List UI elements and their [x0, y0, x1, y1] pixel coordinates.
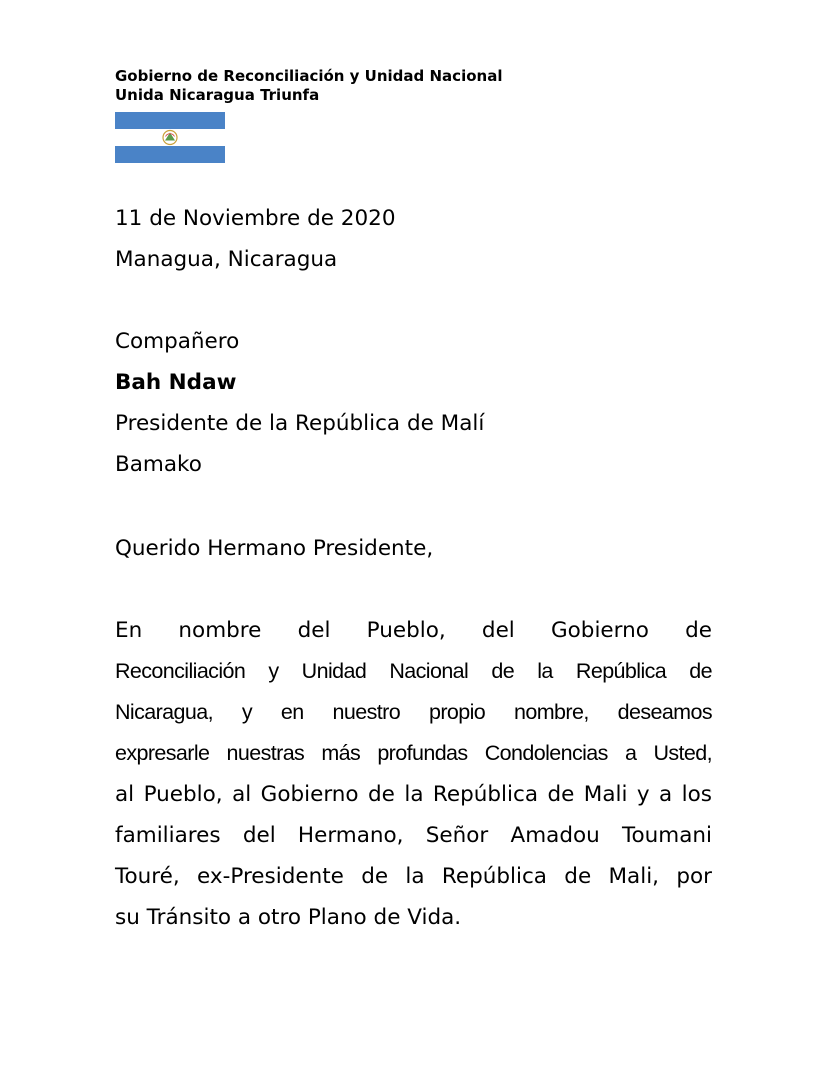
body-line: familiares del Hermano, Señor Amadou Toumani: [115, 823, 712, 848]
letterhead-government-name: Gobierno de Reconciliación y Unidad Nacional: [115, 67, 503, 85]
salutation: Querido Hermano Presidente,: [115, 536, 434, 561]
body-line: Reconciliación y Unidad Nacional de la República de: [115, 659, 712, 683]
letter-date: 11 de Noviembre de 2020: [115, 206, 396, 231]
recipient-title: Compañero: [115, 329, 240, 354]
letter-body: [115, 610, 712, 938]
recipient-block: [115, 321, 484, 485]
recipient-name: Bah Ndaw: [115, 370, 237, 395]
nicaragua-flag-icon: [115, 112, 225, 163]
recipient-city: Bamako: [115, 452, 202, 477]
body-line: En nombre del Pueblo, del Gobierno de: [115, 618, 712, 643]
letterhead: [115, 67, 502, 105]
recipient-position: Presidente de la República de Malí: [115, 411, 485, 436]
letter-place: Managua, Nicaragua: [115, 247, 338, 272]
body-line: al Pueblo, al Gobierno de la República de Mali y a los: [115, 782, 712, 807]
body-line: expresarle nuestras más profundas Condolencias a Usted,: [115, 741, 712, 765]
body-line: Touré, ex-Presidente de la República de Mali, por: [115, 864, 712, 889]
dateline: [115, 198, 396, 280]
letterhead-slogan: Unida Nicaragua Triunfa: [115, 86, 320, 104]
body-line: su Tránsito a otro Plano de Vida.: [115, 905, 462, 930]
body-line: Nicaragua, y en nuestro propio nombre, deseamos: [115, 700, 712, 724]
